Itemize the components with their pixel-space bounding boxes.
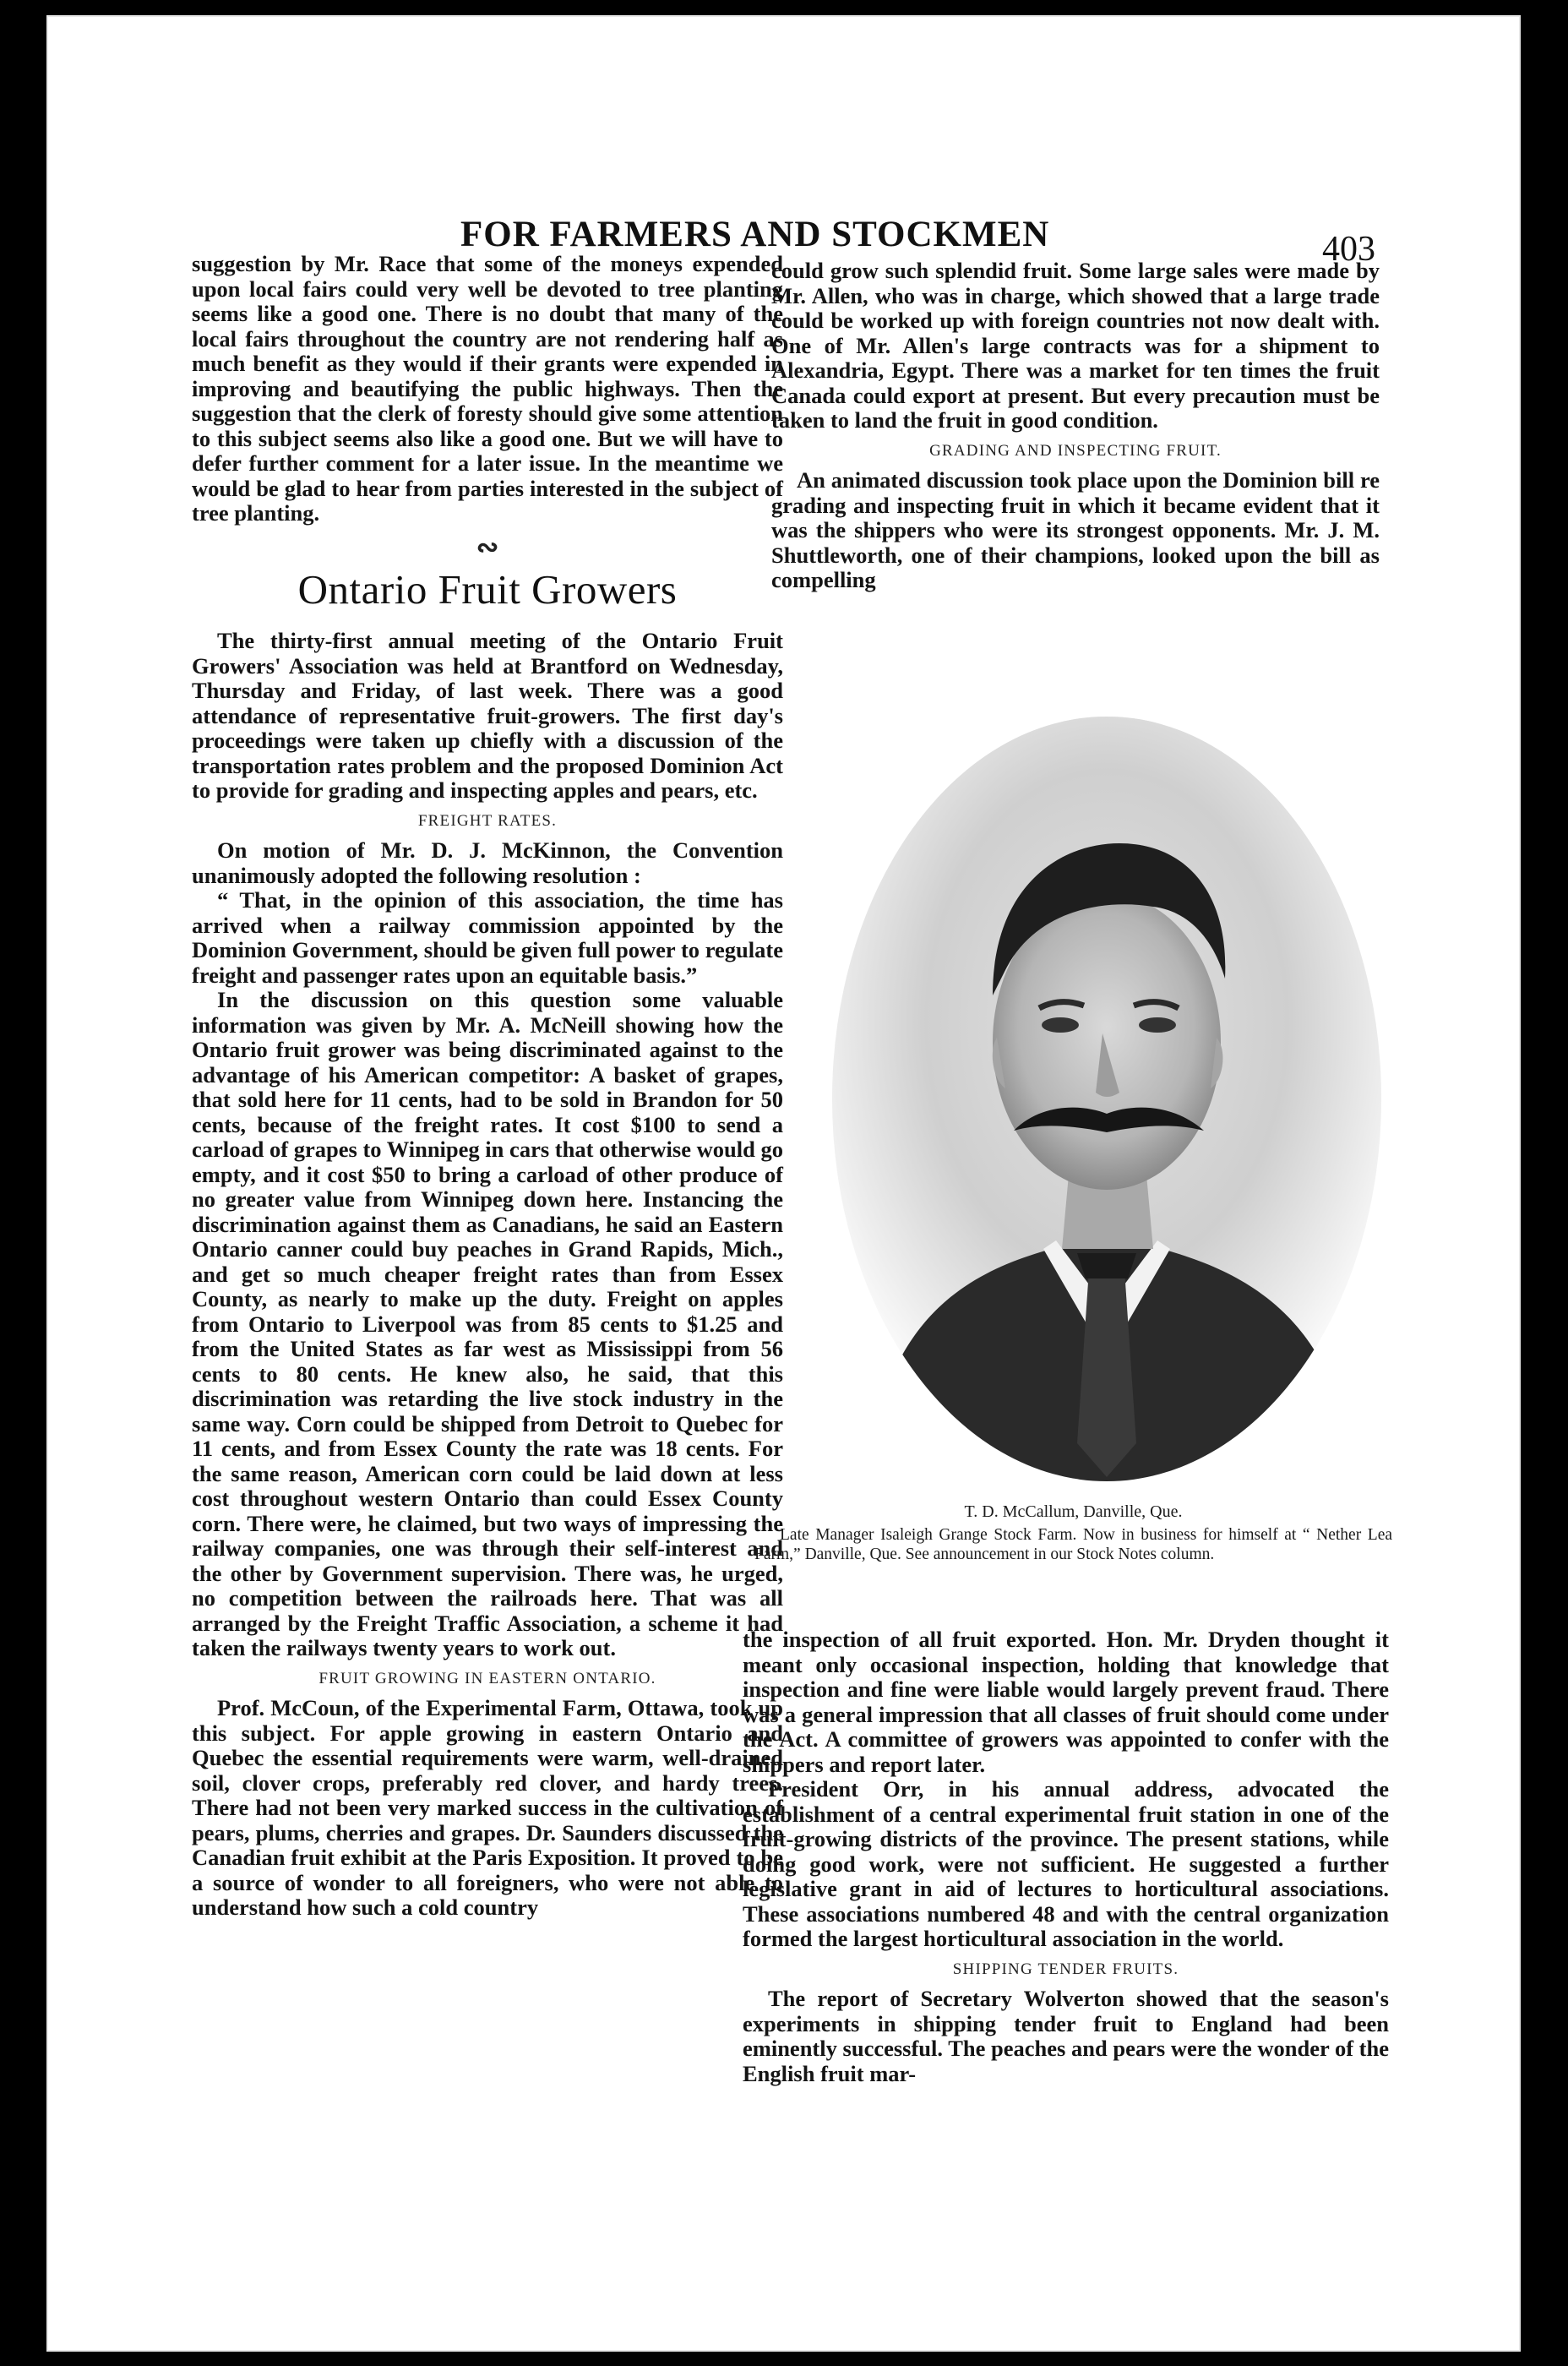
newspaper-page xyxy=(46,15,1521,2352)
paragraph-president-orr: President Orr, in his annual address, advocated the establishment of a central experimental fruit station in one of the fruit-growing districts of the province. The present stations, while doing good work, were not sufficient. He suggested a further legislative grant in aid of lectures to horticultural associations. These associations numbered 48 and with the central organization formed the largest horticultural association in the world. xyxy=(743,1776,1389,1951)
paragraph-resolution: “ That, in the opinion of this association, the time has arrived when a railway commission appointed by the Dominion Government, should be given full power to regulate freight and passenger rates upon an equitable basis.” xyxy=(192,887,783,988)
paragraph-wolverton: The report of Secretary Wolverton showed that the season's experiments in shipping tender fruit to England had been eminently successful. The peaches and pears were the wonder of the English fruit mar- xyxy=(743,1986,1389,2086)
paragraph-dominion-bill: An animated discussion took place upon the Dominion bill re grading and inspecting fruit in which it became evident that it was the shippers who were its strongest opponents. Mr. J. M. Shuttleworth, one of their champions, looked upon the bill as compelling xyxy=(771,467,1380,592)
photo-caption xyxy=(754,1502,1392,1564)
left-column xyxy=(192,252,783,1921)
page-header xyxy=(46,188,1521,269)
subhead-shipping: SHIPPING TENDER FRUITS. xyxy=(952,1960,1179,1978)
page-number: 403 xyxy=(1322,230,1375,269)
paragraph-inspection: the inspection of all fruit exported. Hon. Mr. Dryden thought it meant only occasional inspection, holding that knowledge that inspection and fine were liable would largely prevent fraud. There was a general impression that all classes of fruit should come under the Act. A committee of growers was appointed to confer with the shippers and report later. xyxy=(743,1627,1389,1777)
paragraph-discussion: In the discussion on this question some valuable information was given by Mr. A. McNeill showing how the Ontario fruit grower was being discriminated against to the advantage of his American competitor: A basket of grapes, that sold here for 11 cents, had to be sold in Brandon for 50 cents, because of the freight rates. It cost $100 to send a carload of grapes to Winnipeg in cars that otherwise would go empty, and it cost $50 to bring a carload of other produce of no greater value from Winnipeg down here. Instancing the discrimination against them as Canadians, he said an Eastern Ontario canner could buy peaches in Grand Rapids, Mich., and get so much cheaper freight rates than from Essex County, as nearly to make up the duty. Freight on apples from Ontario to Liverpool was from 85 cents to $1.25 and from the United States as far west as Mississippi from 56 cents to 80 cents. He knew also, he said, that this discrimination was retarding the live stock industry in the same way. Corn could be shipped from Detroit to Quebec for 11 cents, and from Essex County the rate was 18 cents. For the same reason, American corn could be laid down at less cost throughout western Ontario than could Essex County corn. There were, he claimed, but two ways of impressing the railway companies, one was through their self-interest and the other by Government supervision. There was, he urged, no competition between the railroads here. That was all arranged by the Freight Traffic Association, a scheme it had taken the railways twenty years to work out. xyxy=(192,987,783,1660)
portrait-oval xyxy=(832,717,1381,1481)
paragraph-mccoun: Prof. McCoun, of the Experimental Farm, Ottawa, took up this subject. For apple growing in eastern Ontario and Quebec the essential requirements were warm, well-drained soil, clover crops, preferably red clover, and hardy trees. There had not been very marked success in the cultivation of pears, plums, cherries and grapes. Dr. Saunders discussed the Canadian fruit exhibit at the Paris Exposition. It proved to be a source of wonder to all foreigners, who were not able to understand how such a cold country xyxy=(192,1695,783,1920)
running-head: FOR FARMERS AND STOCKMEN xyxy=(460,215,1050,254)
paragraph-meeting: The thirty-first annual meeting of the Ontario Fruit Growers' Association was held at Brantford on Wednesday, Thursday and Friday, of last week. There was a good attendance of representative fruit-growers. The first day's proceedings were taken up chiefly with a discussion of the transportation rates problem and the proposed Dominion Act to provide for grading and inspecting apples and pears, etc. xyxy=(192,628,783,803)
portrait-photo xyxy=(832,717,1381,1481)
paragraph-motion: On motion of Mr. D. J. McKinnon, the Convention unanimously adopted the following resolution : xyxy=(192,837,783,888)
intro-paragraph: suggestion by Mr. Race that some of the moneys expended upon local fairs could very well be devoted to tree planting seems like a good one. There is no doubt that many of the local fairs throughout the country are not rendering half as much benefit as they would if their grants were expended in improving and beautifying the public highways. Then the suggestion that the clerk of foresty should give some attention to this subject seems also like a good one. But we will have to defer further comment for a later issue. In the meantime we would be glad to hear from parties interested in the subject of tree planting. xyxy=(192,251,783,526)
caption-text: Late Manager Isaleigh Grange Stock Farm. Now in business for himself at “ Nether Lea Farm,” Danville, Que. See announcement in our Stock Notes column. xyxy=(754,1526,1392,1563)
right-column-top xyxy=(771,259,1380,593)
right-column-bottom xyxy=(743,1627,1389,2086)
paragraph-splendid-fruit: could grow such splendid fruit. Some large sales were made by Mr. Allen, who was in charge, which showed that a large trade could be worked up with foreign countries not now dealt with. One of Mr. Allen's large contracts was for a shipment to Alexandria, Egypt. There was a market for ten times the fruit Canada could export at present. But every precaution must be taken to land the fruit in good condition. xyxy=(771,258,1380,433)
subhead-freight-rates: FREIGHT RATES. xyxy=(417,811,558,830)
subhead-fruit-growing: FRUIT GROWING IN EASTERN ONTARIO. xyxy=(318,1669,656,1687)
article-title: Ontario Fruit Growers xyxy=(297,566,678,613)
caption-name: T. D. McCallum, Danville, Que. xyxy=(964,1502,1183,1521)
subhead-grading: GRADING AND INSPECTING FRUIT. xyxy=(929,441,1222,460)
portrait-illustration xyxy=(832,717,1381,1481)
ornament-icon: ∾ xyxy=(476,531,499,562)
